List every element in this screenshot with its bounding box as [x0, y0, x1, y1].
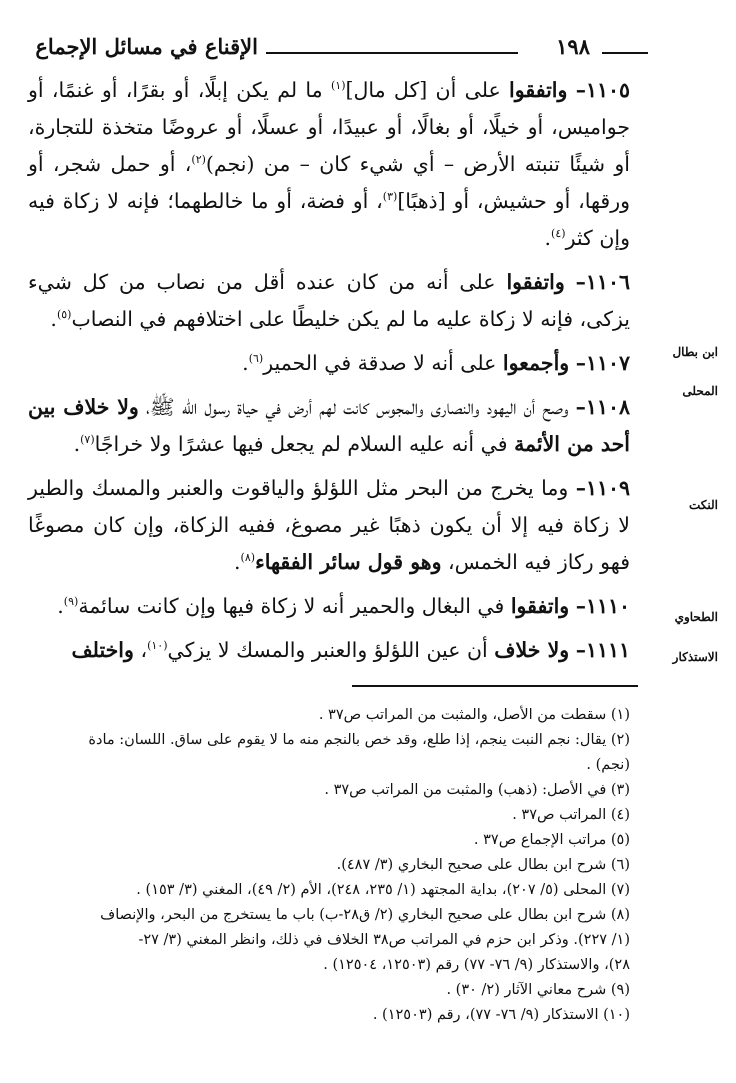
entry-end: .: [50, 307, 57, 331]
footnote-ref[interactable]: (١٠): [147, 639, 168, 653]
footnote-6: (٦) شرح ابن بطال على صحيح البخاري (٣/ ٤٨٧).: [336, 857, 630, 873]
entry-1106: [28, 264, 630, 338]
entry-verb: واتفقوا: [506, 270, 565, 294]
entry-number: ١١٠٥–: [575, 78, 630, 102]
entry-end: .: [73, 432, 81, 456]
footnote-ref[interactable]: (٤): [551, 227, 566, 241]
entry-1108: [28, 389, 630, 463]
header-dash: [602, 52, 648, 54]
footnote-8-cont: ٢٨)، والاستذكار (٩/ ٧٦- ٧٧) رقم (١٢٥٠٣، ١٢٥٠٤) .: [323, 957, 630, 973]
footnote-7: (٧) المحلى (٥/ ٢٠٧)، بداية المجتهد (١/ ٢٣٥، ٢٤٨)، الأم (٢/ ٤٩)، المغني (٣/ ١٥٣) .: [136, 882, 630, 898]
entry-text: أن عين اللؤلؤ والعنبر والمسك لا يزكي: [167, 638, 488, 662]
footnote-10: (١٠) الاستذكار (٩/ ٧٦- ٧٧)، رقم (١٢٥٠٣) .: [372, 1007, 630, 1023]
footnote-2: (٢) يقال: نجم النبت ينجم، إذا طلع، وقد خص بالنجم منه ما لا يقوم على ساق. اللسان: مادة: [88, 732, 630, 748]
footnote-9: (٩) شرح معاني الآثار (٢/ ٣٠) .: [446, 982, 630, 998]
entry-number: ١١٠٦–: [575, 270, 630, 294]
page-header: [28, 28, 648, 68]
footnote-ref[interactable]: (١): [330, 79, 346, 93]
main-text: [28, 72, 630, 669]
margin-source-istidhkar: الاستذكار: [672, 650, 718, 664]
footnote-ref[interactable]: (٩): [63, 595, 79, 609]
footnote-separator: [352, 685, 638, 687]
margin-source-ibn-battal: ابن بطال: [672, 345, 718, 359]
footnote-8: (٨) شرح ابن بطال على صحيح البخاري (٢/ ق٢٨-ب) باب ما يستخرج من البحر، والإنصاف: [100, 907, 630, 923]
footnote-ref[interactable]: (٣): [382, 190, 398, 204]
footnote-ref[interactable]: (٢): [191, 153, 206, 167]
footnote-ref[interactable]: (٧): [80, 433, 95, 447]
entry-number: ١١١١–: [575, 638, 630, 662]
entry-1110: [28, 588, 630, 625]
entry-1111: [28, 632, 630, 669]
entry-1107: [28, 345, 630, 382]
entry-number: ١١٠٧–: [575, 351, 630, 375]
entry-bold-phrase: ولا خلاف: [494, 638, 570, 662]
entry-bold-phrase: واختلف: [71, 638, 134, 662]
entry-end: .: [234, 550, 241, 574]
footnote-2-cont: (نجم) .: [586, 757, 630, 773]
entry-end: .: [544, 226, 552, 250]
footnote-1: (١) سقطت من الأصل، والمثبت من المراتب ص٣٧ .: [318, 707, 630, 723]
footnote-3: (٣) في الأصل: (ذهب) والمثبت من المراتب ص٣٧ .: [324, 782, 630, 798]
entry-text: في البغال والحمير أنه لا زكاة فيها وإن كانت سائمة: [78, 594, 505, 618]
footnote-ref[interactable]: (٨): [240, 551, 256, 565]
entry-text: وصح أن اليهود والنصارى والمجوس كانت لهم أرض في حياة رسول الله ﷺ،: [146, 395, 569, 419]
footnote-5: (٥) مراتب الإجماع ص٣٧ .: [473, 832, 630, 848]
entry-text: على أنه لا صدقة في الحمير: [263, 351, 497, 375]
footnote-4: (٤) المراتب ص٣٧ .: [512, 807, 630, 823]
entry-text: ، أو حمل شجر، أو ورقها، أو حشيش، أو [ذهبًا]: [28, 152, 630, 213]
entry-end: .: [242, 351, 249, 375]
margin-source-muhalla: المحلى: [682, 384, 718, 398]
page-number: ١٩٨: [556, 34, 590, 59]
entry-verb: واتفقوا: [509, 78, 568, 102]
entry-1109: [28, 470, 630, 581]
entry-bold-phrase: ولا خلاف بين أحد من الأئمة: [28, 395, 630, 456]
margin-source-nukat: النكت: [688, 498, 718, 512]
entry-verb: واتفقوا: [510, 594, 570, 618]
entry-text: ،: [140, 638, 148, 662]
entry-number: ١١٠٩–: [575, 476, 630, 500]
entry-bold-phrase: وهو قول سائر الفقهاء: [255, 550, 442, 574]
footnote-8-cont: (١/ ٢٢٧). وذكر ابن حزم في المراتب ص٣٨ الخلاف في ذلك، وانظر المغني (٣/ ٢٧-: [138, 932, 630, 948]
entry-text: في أنه عليه السلام لم يجعل فيها عشرًا ولا خراجًا: [94, 432, 508, 456]
entry-text: على أنه من كان عنده أقل من نصاب من كل شيء يزكى، فإنه لا زكاة عليه ما لم يكن خليطًا على اختلافهم في النصاب: [28, 270, 630, 331]
entry-1105: [28, 72, 630, 257]
footnote-ref[interactable]: (٥): [56, 308, 72, 322]
entry-text: على أن [كل مال]: [345, 78, 501, 102]
header-rule: [266, 52, 518, 54]
entry-text: ، أو فضة، أو ما خالطهما؛ فإنه لا زكاة فيه وإن كثر: [28, 189, 630, 250]
margin-source-tahawi: الطحاوي: [674, 610, 718, 624]
book-title: الإقناع في مسائل الإجماع: [35, 34, 258, 59]
footnote-ref[interactable]: (٦): [248, 352, 264, 366]
entry-verb: وأجمعوا: [502, 351, 570, 375]
entry-text: وما يخرج من البحر مثل اللؤلؤ والياقوت والعنبر والمسك والطير لا زكاة فيه إلا أن يكون ذهبًا غير مصوغ، ففيه الزكاة، وإن كان مصوغًا فهو ركاز فيه الخمس،: [28, 476, 630, 574]
footnotes: [34, 703, 630, 1028]
entry-number: ١١١٠–: [575, 594, 630, 618]
entry-end: .: [57, 594, 64, 618]
entry-number: ١١٠٨–: [575, 395, 630, 419]
entry-text: ما لم يكن إبلًا، أو بقرًا، أو غنمًا، أو جواميس، أو خيلًا، أو بغالًا، أو عبيدًا، أو عسلًا، أو عروضًا متخذة للتجارة، أو شيئًا تنبته الأرض – أي شيء كان – من (نجم): [28, 78, 631, 176]
